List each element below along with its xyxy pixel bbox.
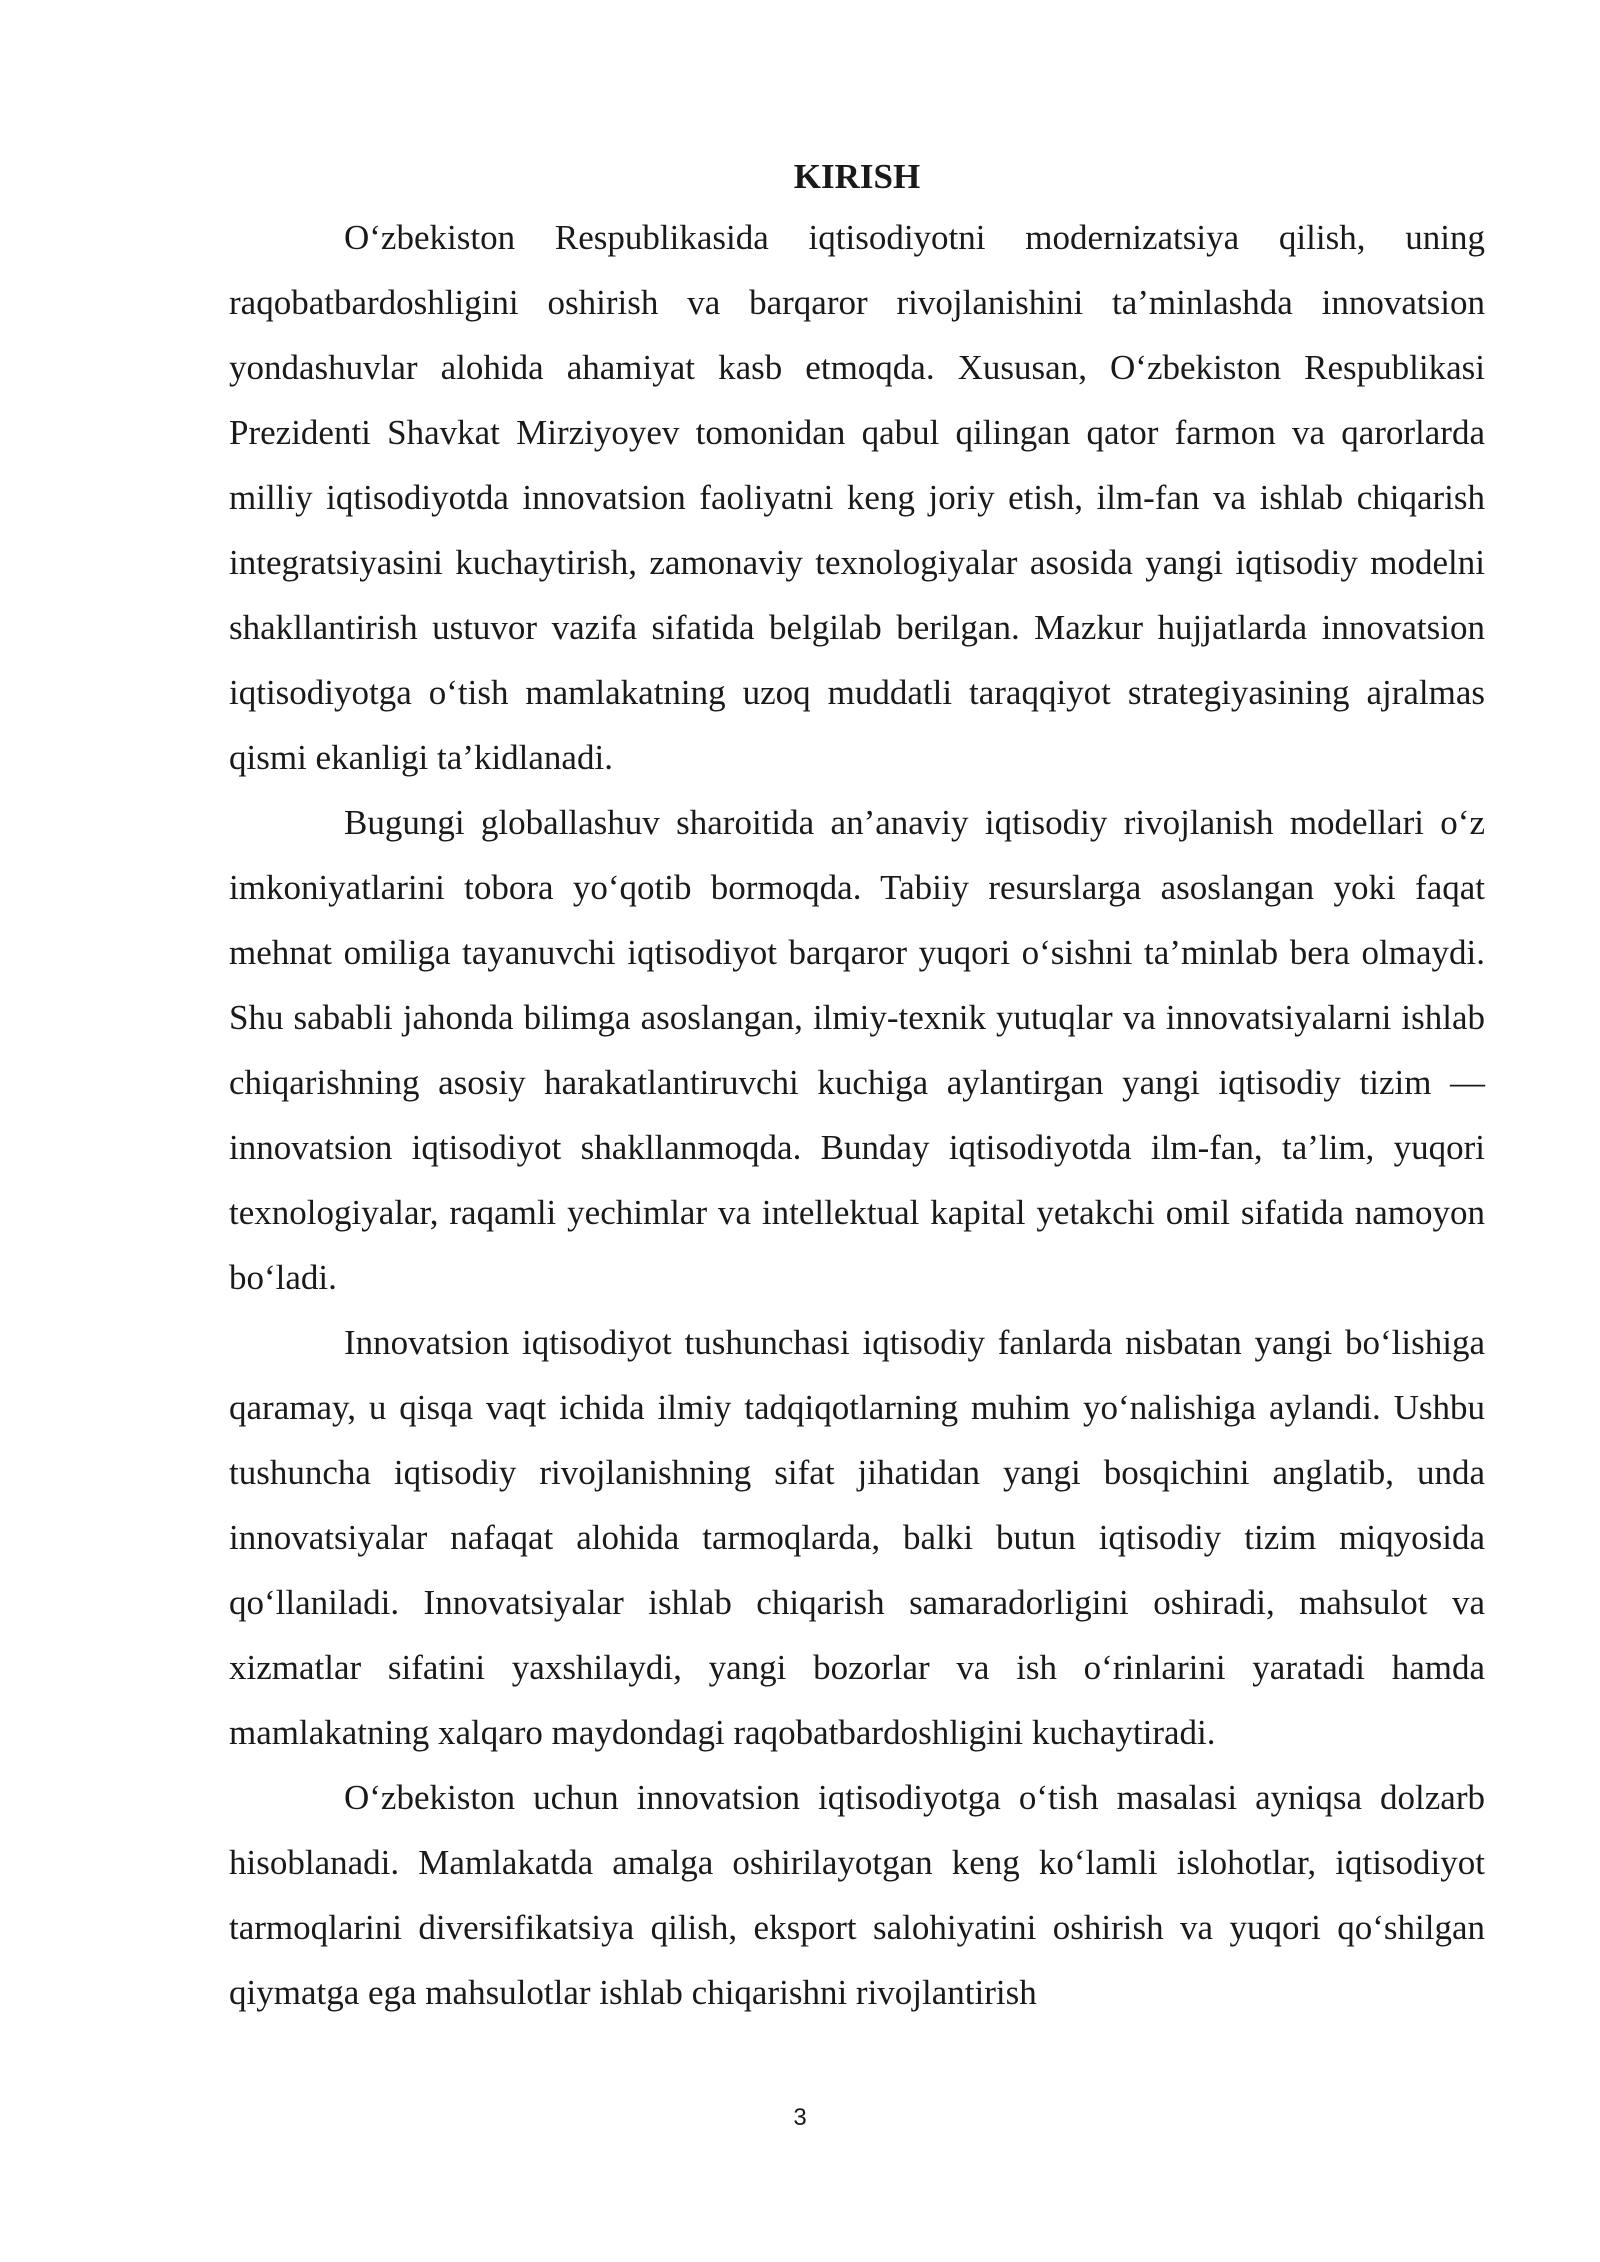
section-title: KIRISH [793,157,921,196]
paragraph-2: Bugungi globallashuv sharoitida an’anaviy iqtisodiy rivojlanish modellari o‘z imkoniyatlarini tobora yo‘qotib bormoqda. Tabiiy resurslarga asoslangan yoki faqat mehnat omiliga tayanuvchi iqtisodiyot barqaror yuqori o‘sishni ta’minlab bera olmaydi. Shu sababli jahonda bilimga asoslangan, ilmiy-texnik yutuqlar va innovatsiyalarni ishlab chiqarishning asosiy harakatlantiruvchi kuchiga aylantirgan yangi iqtisodiy tizim — innovatsion iqtisodiyot shakllanmoqda. Bunday iqtisodiyotda ilm-fan, ta’lim, yuqori texnologiyalar, raqamli yechimlar va intellektual kapital yetakchi omil sifatida namoyon bo‘ladi. [229,803,1485,1297]
paragraph-3: Innovatsion iqtisodiyot tushunchasi iqtisodiy fanlarda nisbatan yangi bo‘lishiga qaramay, u qisqa vaqt ichida ilmiy tadqiqotlarning muhim yo‘nalishiga aylandi. Ushbu tushuncha iqtisodiy rivojlanishning sifat jihatidan yangi bosqichini anglatib, unda innovatsiyalar nafaqat alohida tarmoqlarda, balki butun iqtisodiy tizim miqyosida qo‘llaniladi. Innovatsiyalar ishlab chiqarish samaradorligini oshiradi, mahsulot va xizmatlar sifatini yaxshilaydi, yangi bozorlar va ish o‘rinlarini yaratadi hamda mamlakatning xalqaro maydondagi raqobatbardoshligini kuchaytiradi. [229,1323,1485,1752]
page-number: 3 [793,2104,807,2131]
document-body [229,148,1485,2025]
paragraph-4: O‘zbekiston uchun innovatsion iqtisodiyotga o‘tish masalasi ayniqsa dolzarb hisoblanadi. Mamlakatda amalga oshirilayotgan keng ko‘lamli islohotlar, iqtisodiyot tarmoqlarini diversifikatsiya qilish, eksport salohiyatini oshirish va yuqori qo‘shilgan qiymatga ega mahsulotlar ishlab chiqarishni rivojlantirish [229,1778,1485,2012]
paragraph-1: O‘zbekiston Respublikasida iqtisodiyotni modernizatsiya qilish, uning raqobatbardoshligini oshirish va barqaror rivojlanishini ta’minlashda innovatsion yondashuvlar alohida ahamiyat kasb etmoqda. Xususan, O‘zbekiston Respublikasi Prezidenti Shavkat Mirziyoyev tomonidan qabul qilingan qator farmon va qarorlarda milliy iqtisodiyotda innovatsion faoliyatni keng joriy etish, ilm-fan va ishlab chiqarish integratsiyasini kuchaytirish, zamonaviy texnologiyalar asosida yangi iqtisodiy modelni shakllantirish ustuvor vazifa sifatida belgilab berilgan. Mazkur hujjatlarda innovatsion iqtisodiyotga o‘tish mamlakatning uzoq muddatli taraqqiyot strategiyasining ajralmas qismi ekanligi ta’kidlanadi. [229,218,1485,777]
